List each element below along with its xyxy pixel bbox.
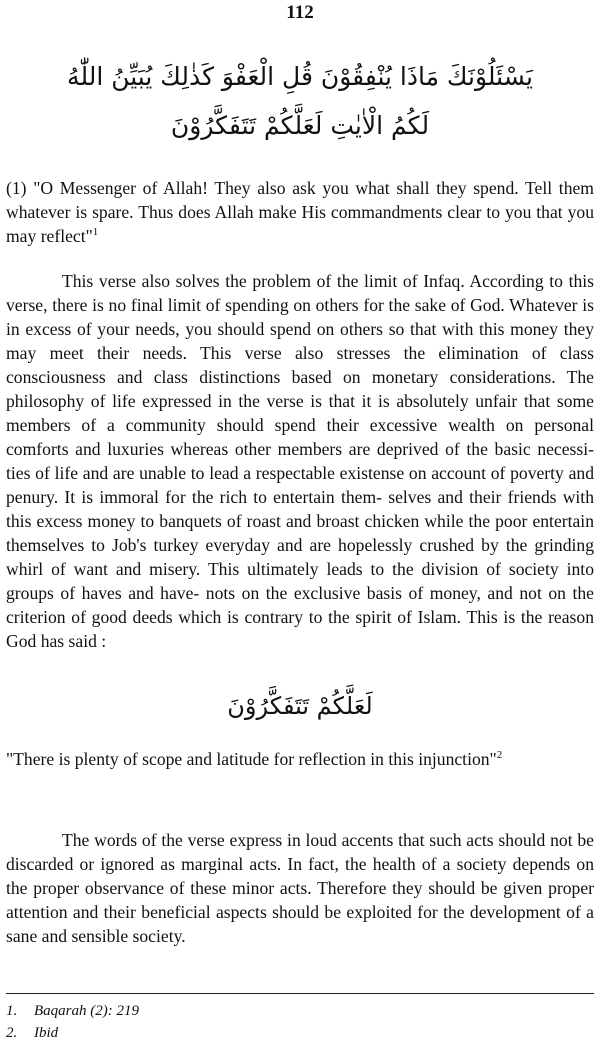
footnote-ref-1: 1 <box>92 226 99 239</box>
footnote-ref-2: 2 <box>496 749 503 762</box>
page-number: 112 <box>286 2 314 23</box>
arabic-verse-line-2: لَكُمُ الْاٰيٰتِ لَعَلَّكُمْ تَتَفَكَّرُوْنَ <box>170 111 430 140</box>
verse-translation-paragraph <box>6 176 594 248</box>
arabic-verse-line-1: يَسْئَلُوْنَكَ مَاذَا يُنْفِقُوْنَ قُلِ الْعَفْوَ كَذٰلِكَ يُبَيِّنُ اللّٰهُ <box>67 62 533 91</box>
quote-translation-text: "There is plenty of scope and latitude for reflection in this injunction" <box>6 749 497 769</box>
arabic-quote: لَعَلَّكُمْ تَتَفَكَّرُوْنَ <box>227 692 373 720</box>
footnote-text: Baqarah (2): 219 <box>34 1003 139 1019</box>
footnote-item <box>6 1000 594 1022</box>
footnotes <box>6 1000 594 1044</box>
footnote-number: 1. <box>6 1003 18 1019</box>
footnote-divider <box>6 993 594 994</box>
footnote-text: Ibid <box>34 1025 59 1041</box>
verse-translation-text: (1) "O Messenger of Allah! They also ask you what shall they spend. Tell them whatever is spare. Thus does Allah make His commandments clear to you that you may reflect" <box>6 178 594 246</box>
footnote-item <box>6 1022 594 1044</box>
conclusion-paragraph: The words of the verse express in loud accents that such acts should not be discarded or ignored as marginal acts. In fact, the health of a society depends on the proper observance of these minor acts. Therefore they should be given proper attention and their beneficial aspects should be exploited for the development of a sane and sensible society. <box>6 830 594 946</box>
quote-translation-paragraph <box>6 747 594 771</box>
commentary-paragraph: This verse also solves the problem of the limit of Infaq. According to this verse, there is no final limit of spending on others for the sake of God. Whatever is in excess of your needs, you should spend on others so that with this money they may meet their needs. This verse also stresses the elimination of class consciousness and class distinctions based on monetary considerations. The philosophy of life expressed in the verse is that it is absolutely unfair that some members of a community should spend their excessive wealth on personal comforts and luxuries whereas other members are deprived of the basic necessi- ties of life and are unable to lead a respectable existense on account of poverty and penury. It is immoral for the rich to entertain them- selves and their friends with this excess money to banquets of roast and broast chicken while the poor entertain themselves to Job's turkey everyday and are hopelessly crushed by the grinding whirl of want and misery. This ultimately leads to the division of society into groups of haves and have- nots on the exclusive basis of money, and not on the criterion of good deeds which is contrary to the spirit of Islam. This is the reason God has said : <box>6 271 594 651</box>
footnote-number: 2. <box>6 1025 18 1041</box>
